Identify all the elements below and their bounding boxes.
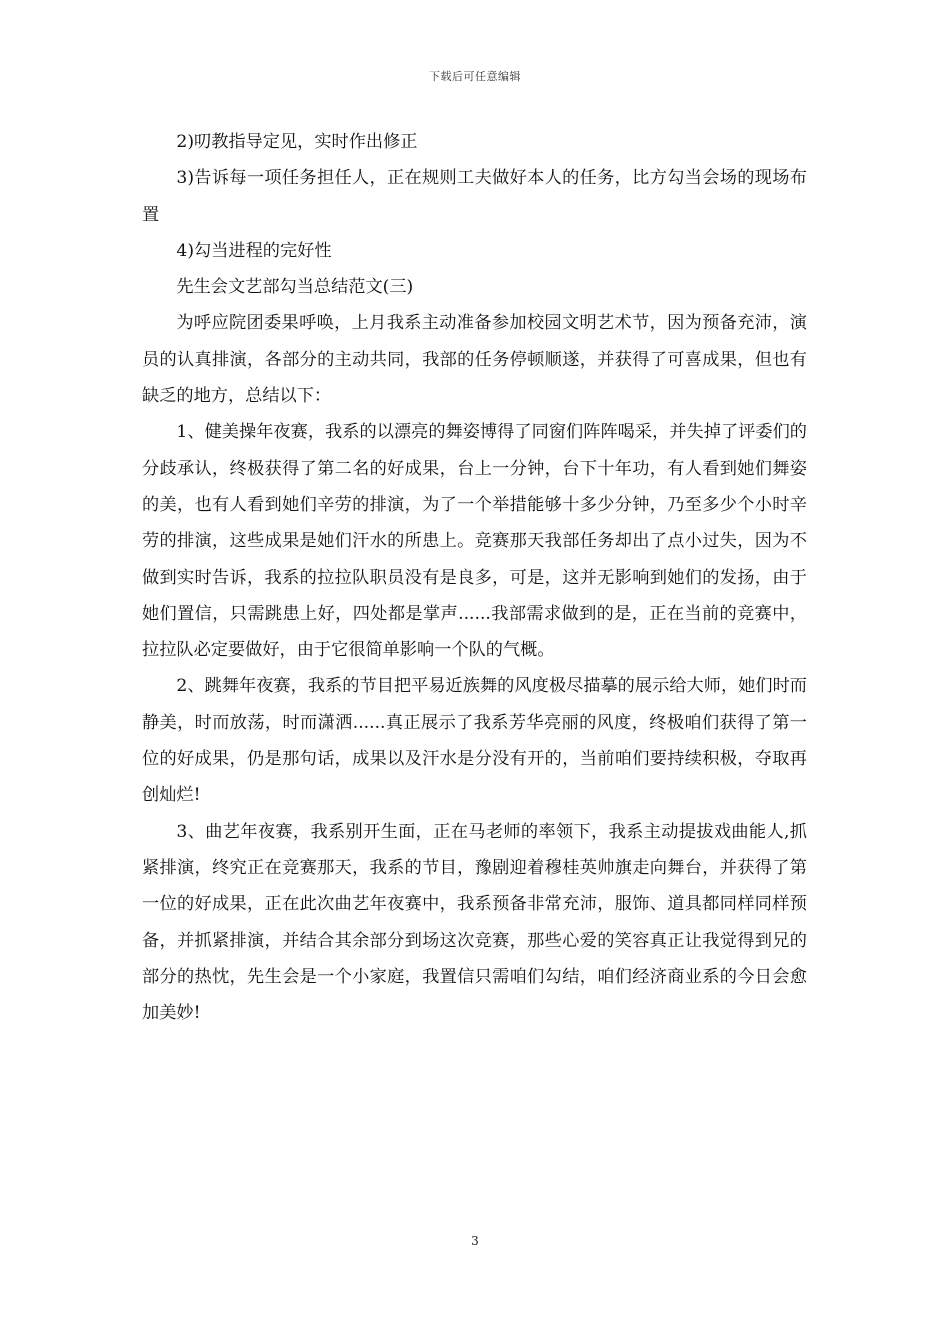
paragraph-opera: 3、曲艺年夜赛，我系别开生面，正在马老师的率领下，我系主动提拔戏曲能人,抓紧排演，终究正在竞赛那天，我系的节目，豫剧迎着穆桂英帅旗走向舞台，并获得了第一位的好成果，正在此次曲艺年夜赛中，我系预备非常充沛，服饰、道具都同样同样预备，并抓紧排演，并结合其余部分到场这次竞赛，那些心爱的笑容真正让我觉得到兄的部分的热忱，先生会是一个小家庭，我置信只需咱们勾结，咱们经济商业系的今日会愈加美妙! [142,821,807,1024]
paragraph-intro: 为呼应院团委果呼唤，上月我系主动准备参加校园文明艺术节，因为预备充沛，演员的认真排演，各部分的主动共同，我部的任务停顿顺遂，并获得了可喜成果，但也有缺乏的地方，总结以下： [142,313,807,407]
paragraph-item-3: 3)告诉每一项任务担任人，正在规则工夫做好本人的任务，比方勾当会场的现场布置 [142,168,807,225]
paragraph-dance: 2、跳舞年夜赛，我系的节目把平易近族舞的风度极尽描摹的展示给大师，她们时而静美，时而放荡，时而潇洒......真正展示了我系芳华亮丽的风度，终极咱们获得了第一位的好成果，仍是那句话，成果以及汗水是分没有开的，当前咱们要持续积极，夺取再创灿烂! [142,676,807,806]
paragraph-item-4: 4)勾当进程的完好性 [176,240,332,261]
paragraph-item-2: 2)叨教指导定见，实时作出修正 [176,132,418,152]
document-body [142,124,807,1031]
section-title: 先生会文艺部勾当总结范文(三) [176,277,414,298]
page-header: 下载后可任意编辑 [429,70,521,83]
paragraph-aerobics: 1、健美操年夜赛，我系的以漂亮的舞姿博得了同窗们阵阵喝采，并失掉了评委们的分歧承认，终极获得了第二名的好成果，台上一分钟，台下十年功，有人看到她们舞姿的美，也有人看到她们辛劳的排演，为了一个举措能够十多少分钟，乃至多少个小时辛劳的排演，这些成果是她们汗水的所患上。竞赛那天我部任务却出了点小过失，因为不做到实时告诉，我系的拉拉队职员没有是良多，可是，这并无影响到她们的发扬，由于她们置信，只需跳患上好，四处都是掌声......我部需求做到的是，正在当前的竞赛中，拉拉队必定要做好，由于它很简单影响一个队的气概。 [142,422,807,661]
page-number: 3 [471,1234,479,1248]
